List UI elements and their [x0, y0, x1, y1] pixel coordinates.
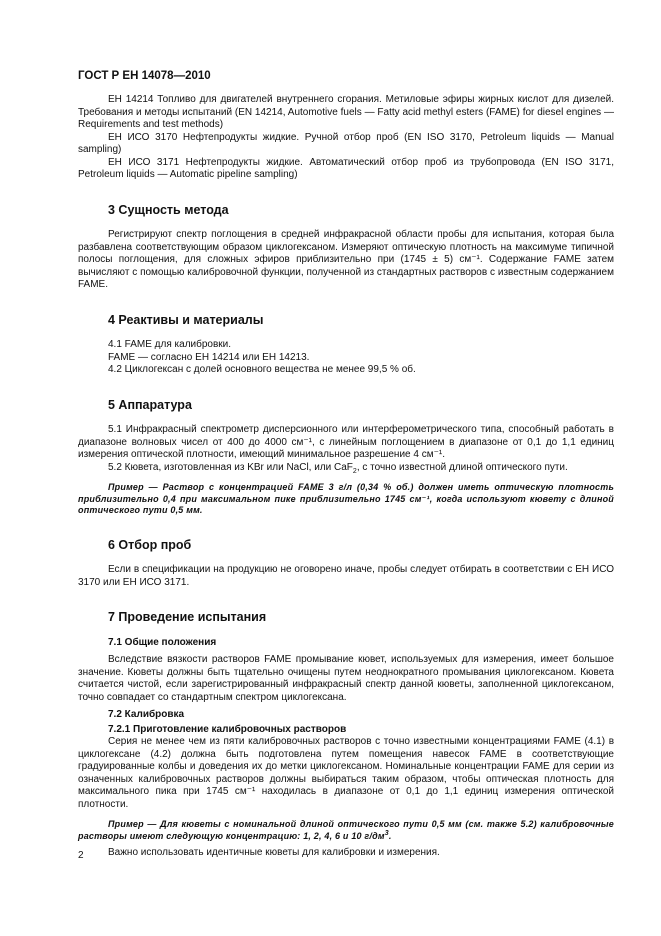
section-7-2-1-paragraph: Серия не менее чем из пяти калибровочных растворов с точно известными концентрациями FAME (4.1) в циклогексане (4.2) должна быть подготовлена путем помещения навесок FAME в соответствующие градуированные колбы и доведения их до метки циклогексаном. Номинальные концентрации FAME для серии из означенных калибровочных растворов должны выбираться таким образом, чтобы оптическая плотность для максимального пика при 1745 см⁻¹ находилась в диапазоне от 0,1 до 1,1 единиц измерения оптической плотности. — [78, 736, 614, 810]
section-5-2-text-end: , с точно известной длиной оптического пути. — [356, 461, 568, 473]
section-3-paragraph: Регистрируют спектр поглощения в средней инфракрасной области пробы для испытания, которая была разбавлена соответствующим образом циклогексаном. Измеряют оптическую плотность на максимуме типичной полосы поглощения, для сложных эфиров приблизительно при (1745 ± 5) см⁻¹. Содержание FAME затем вычисляют с помощью калибровочной функции, полученной из стандартных растворов с известным содержанием FAME. — [78, 229, 614, 290]
section-5-2 — [78, 462, 614, 475]
section-7-1-paragraph: Вследствие вязкости растворов FAME промывание кювет, используемых для измерения, имеет большое значение. Кюветы должны быть тщательно очищены путем неоднократного промывания циклогексаном. Кювета считается чистой, если зарегистрированный инфракрасный спектр данной кюветы, заполненной циклогексаном, точно совпадает со стандартным спектром циклогексана. — [78, 654, 614, 703]
page-number: 2 — [78, 850, 84, 861]
section-7-example — [78, 819, 614, 842]
page-content — [78, 94, 614, 860]
section-6-title: 6 Отбор проб — [108, 537, 192, 552]
section-7-2-title: 7.2 Калибровка — [108, 709, 185, 720]
section-6-paragraph: Если в спецификации на продукцию не оговорено иначе, пробы следует отбирать в соответствии с ЕН ИСО 3170 или ЕН ИСО 3171. — [78, 564, 614, 588]
section-7-example-superscript: 3 — [384, 829, 389, 837]
reference-en-14214: ЕН 14214 Топливо для двигателей внутреннего сгорания. Метиловые эфиры жирных кислот для дизелей. Требования и методы испытаний (EN 14214, Automotive fuels — Fatty acid methyl esters (FAME) for diesel engines — Requirements and test methods) — [78, 94, 614, 130]
section-4-1-note: FAME — согласно ЕН 14214 или ЕН 14213. — [108, 351, 310, 363]
section-3-title: 3 Сущность метода — [108, 202, 229, 217]
section-7-2-1-title: 7.2.1 Приготовление калибровочных растворов — [108, 723, 347, 735]
section-7-title: 7 Проведение испытания — [108, 610, 267, 624]
reference-en-iso-3171: ЕН ИСО 3171 Нефтепродукты жидкие. Автоматический отбор проб из трубопровода (EN ISO 3171, Petroleum liquids — Automatic pipeline sampling) — [78, 156, 614, 180]
section-7-final-paragraph: Важно использовать идентичные кюветы для калибровки и измерения. — [108, 847, 440, 858]
section-5-title: 5 Аппаратура — [108, 397, 192, 412]
section-7-example-text: Пример — Для кюветы с номинальной длиной оптического пути 0,5 мм (см. также 5.2) калибровочные растворы имеют следующую концентрацию: 1, 2, 4, 6 и 10 г/дм — [78, 819, 614, 841]
section-5-example: Пример — Раствор с концентрацией FAME 3 г/л (0,34 % об.) должен иметь оптическую плотность приблизительно 0,4 при максимальном пике приблизительно 1745 см⁻¹, когда используют кювету с длиной оптического пути 0,5 мм. — [78, 482, 614, 515]
section-4-1: 4.1 FAME для калибровки. — [108, 339, 232, 350]
reference-en-iso-3170: ЕН ИСО 3170 Нефтепродукты жидкие. Ручной отбор проб (EN ISO 3170, Petroleum liquids — Manual sampling) — [78, 131, 614, 155]
document-header: ГОСТ Р ЕН 14078—2010 — [78, 70, 211, 82]
section-5-1: 5.1 Инфракрасный спектрометр дисперсионного или интерферометрического типа, способный работать в диапазоне волновых чисел от 400 до 4000 см⁻¹, с линейным поглощением в диапазоне от 0,1 до 1,1 единиц измерения оптической плотности, имеющий минимальное разрешение 4 см⁻¹. — [78, 424, 614, 460]
section-7-1-title: 7.1 Общие положения — [108, 636, 217, 648]
section-4-title: 4 Реактивы и материалы — [108, 312, 264, 327]
section-4-2: 4.2 Циклогексан с долей основного вещества не менее 99,5 % об. — [108, 364, 416, 375]
section-7-example-end: . — [388, 830, 392, 841]
section-5-2-subscript: 2 — [352, 467, 357, 475]
section-5-2-text-start: 5.2 Кювета, изготовленная из KBr или NaCl, или CaF — [108, 461, 353, 473]
